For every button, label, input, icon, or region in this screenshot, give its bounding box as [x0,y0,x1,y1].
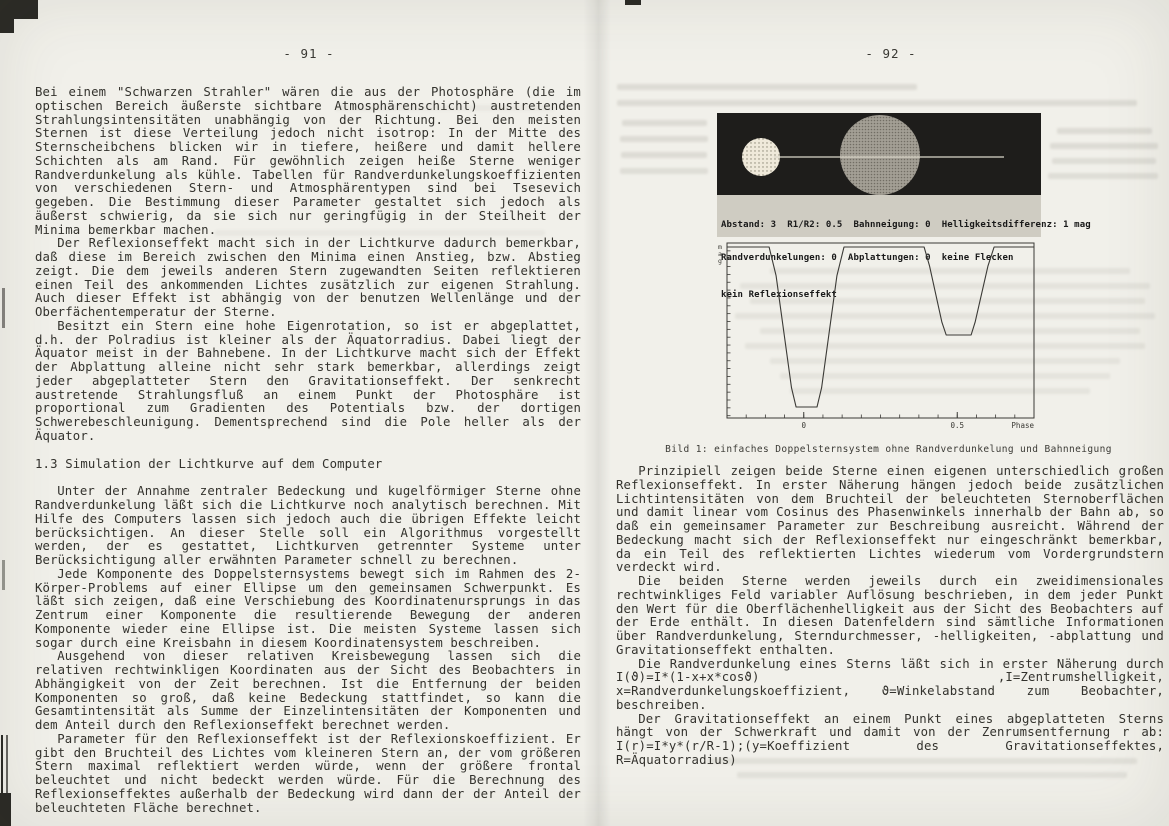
paragraph: Der Gravitationseffekt an einem Punkt eines abgeplatteten Sterns hängt von der Schwerkraft und damit von der Zenrumsentfernung r ab: I(r)=I*y*(r/R-1);(y=Koeffizient des Gravitationseffektes, R=Äquatorradius) [616,711,1164,767]
sim-params-line: Randverdunkelungen: 0 Abplattungen: 0 keine Flecken [721,253,1014,263]
paragraph: Parameter für den Reflexionseffekt ist der Reflexionskoeffizient. Er gibt den Bruchteil des Lichtes vom kleineren Stern an, der vom größeren Stern maximal reflektiert werden würde, wenn der größere frontal beleuchtet und nicht bedeckt werden würde. Für die Berechnung des Reflexionseffektes außerhalb der Bedeckung wird dann der der Anteil der beleuchteten Fläche berechnet. [35,731,581,815]
page-91-text [35,86,581,815]
y-axis-label-char: g [718,257,722,265]
sim-params-line: kein Reflexionseffekt [721,290,837,300]
paragraph: Besitzt ein Stern eine hohe Eigenrotation, so ist er abgeplattet, d.h. der Polradius ist kleiner als der Äquatorradius. Dabei liegt der Äquator meist in der Bahnebene. In der Lichtkurve macht sich der Effekt der Abplattung alleine nicht sehr stark bemerkbar, allerdings zeigt jeder abgeplatteter Stern den Gravitationseffekt. Der senkrecht austretende Strahlungsfluß an einem Punkt der Photosphäre ist proportional zum Gradienten des Potentials bzw. der dortigen Schwerebeschleunigung. Dementsprechend sind die Pole heller als der Äquator. [35,318,581,443]
figure-caption: Bild 1: einfaches Doppelsternsystem ohne Randverdunkelung und Bahnneigung [665,444,1112,455]
lightcurve-plot [711,240,1051,432]
paragraph: Jede Komponente des Doppelsternsystems bewegt sich im Rahmen des 2-Körper-Problems auf einer Ellipse um den gemeinsamen Schwerpunkt. Es läßt sich zeigen, daß eine Verschiebung des Koordinatenursprungs in das Zentrum einer Komponente die resultierende Bewegung der anderen Komponente wieder eine Ellipse ist. Die meisten Systeme lassen sich sogar durch eine Kreisbahn in diesem Koordinatensystem beschreiben. [35,566,581,650]
x-axis-label: Phase [1011,421,1034,430]
paragraph: Die beiden Sterne werden jeweils durch ein zweidimensionales rechtwinkliges Feld variabler Auflösung beschrieben, in dem jeder Punkt den Wert für die Oberflächenhelligkeit aus der Sicht des Beobachters auf der Erde enthält. In diesen Datenfeldern sind sämtliche Informationen über Randverdunkelung, Sterndurchmesser, -helligkeiten, -abplattung und Gravitationseffekt enthalten. [616,574,1164,657]
simulation-parameters [717,195,1091,300]
page-92-text [616,465,1164,768]
y-axis-label-char: m [718,243,722,251]
scan-mark [0,0,38,19]
binary-star-graphic [717,113,1041,195]
simulation-screenshot [717,113,1041,195]
large-star [840,115,920,195]
paragraph: Der Reflexionseffekt macht sich in der Lichtkurve dadurch bemerkbar, daß diese im Bereich zwischen den Minima einen Anstieg, bzw. Abstieg zeigt. Die dem jeweils anderen Stern zugewandten Seiten reflektieren einen Teil des ankommenden Lichtes zusätzlich zur eigenen Strahlung. Auch dieser Effekt ist abhängig von der benutzen Wellenlänge und der Oberfächentemperatur der Sterne. [35,236,581,319]
page-number: - 91 - [283,46,335,61]
scan-mark [2,288,5,328]
scan-mark [0,19,14,33]
x-tick-label: 0.5 [950,421,965,430]
page-91 [35,0,583,826]
page-fold-shadow [583,0,611,826]
scan-mark [0,793,11,826]
paragraph: Unter der Annahme zentraler Bedeckung und kugelförmiger Sterne ohne Randverdunkelung läßt sich die Lichtkurve noch analytisch berechnen. Mit Hilfe des Computers lassen sich jedoch auch die übrigen Effekte leicht berücksichtigen. An dieser Stelle soll ein Algorithmus vorgestellt werden, der es gestattet, Lichtkurven getrennter Systeme unter Berücksichtigung aller erwähnten Parameter schnell zu berechnen. [35,484,581,567]
paragraph: Bei einem "Schwarzen Strahler" wären die aus der Photosphäre (die im optischen Bereich äußerste sichtbare Atmosphärenschicht) austretenden Strahlungsintensitäten unabhängig von der Richtung. Bei den meisten Sternen ist diese Verteilung jedoch nicht isotrop: In der Mitte des Sternscheibchens blicken wir in tiefere, heißere und damit hellere Schichten als am Rand. Für gewöhnlich zeigen heiße Sterne weniger Randverdunkelung als kühle. Tabellen für Randverdunkelungskoeffizienten von verschiedenen Stern- und Atmosphärentypen sind bei Tsesevich gegeben. Die Bestimmung dieser Parameter gestaltet sich jedoch als äußerst schwierig, da sie sich nur geringfügig in der Steilheit der Minima bemerkbar machen. [35,85,581,237]
lightcurve-line [727,247,1034,407]
plot-frame [727,243,1034,418]
section-heading: 1.3 Simulation der Lichtkurve auf dem Computer [35,456,383,471]
y-axis-label-char: a [718,250,722,258]
scan-mark [6,735,8,826]
scan-mark [1,735,3,826]
paragraph: Ausgehend von dieser relativen Kreisbewegung lassen sich die relativen rechtwinkligen Koordinaten aus der Sicht des Beobachters in Abhängigkeit von der Zeit berechnen. Ist die Entfernung der beiden Komponenten so groß, daß keine Bedeckung stattfindet, so kann die Gesamtintensität als Summe der Einzelintensitäten der Komponenten und dem Anteil durch den Reflexionseffekt berechnet werden. [35,649,581,732]
page-92 [616,0,1166,826]
page-number: - 92 - [865,46,917,61]
sim-params-line: Abstand: 3 R1/R2: 0.5 Bahnneigung: 0 Helligkeitsdifferenz: 1 mag [721,220,1091,230]
scan-mark [2,560,5,590]
paragraph: Die Randverdunkelung eines Sterns läßt sich in erster Näherung durch I(ϑ)=I*(1-x+x*cosϑ) ,I=Zentrumshelligkeit, x=Randverdunkelungskoeffizient, ϑ=Winkelabstand zum Beobachter, beschreiben. [616,656,1164,712]
x-tick-label: 0 [801,421,807,430]
paragraph: Prinzipiell zeigen beide Sterne einen eigenen unterschiedlich großen Reflexionseffekt. In erster Näherung hängen jedoch beide zusätzlichen Lichtintensitäten von dem Bruchteil der beleuchteten Sternoberflächen und damit linear vom Cosinus des Phasenwinkels innerhalb der Bahn ab, so daß ein gemeinsamer Parameter zur Beschreibung ausreicht. Während der Bedeckung macht sich der Reflexionseffekt nur eingeschränkt bemerkbar, da ein Teil des reflektierten Lichtes wiederum vom Vordergrundstern verdeckt wird. [616,464,1164,575]
